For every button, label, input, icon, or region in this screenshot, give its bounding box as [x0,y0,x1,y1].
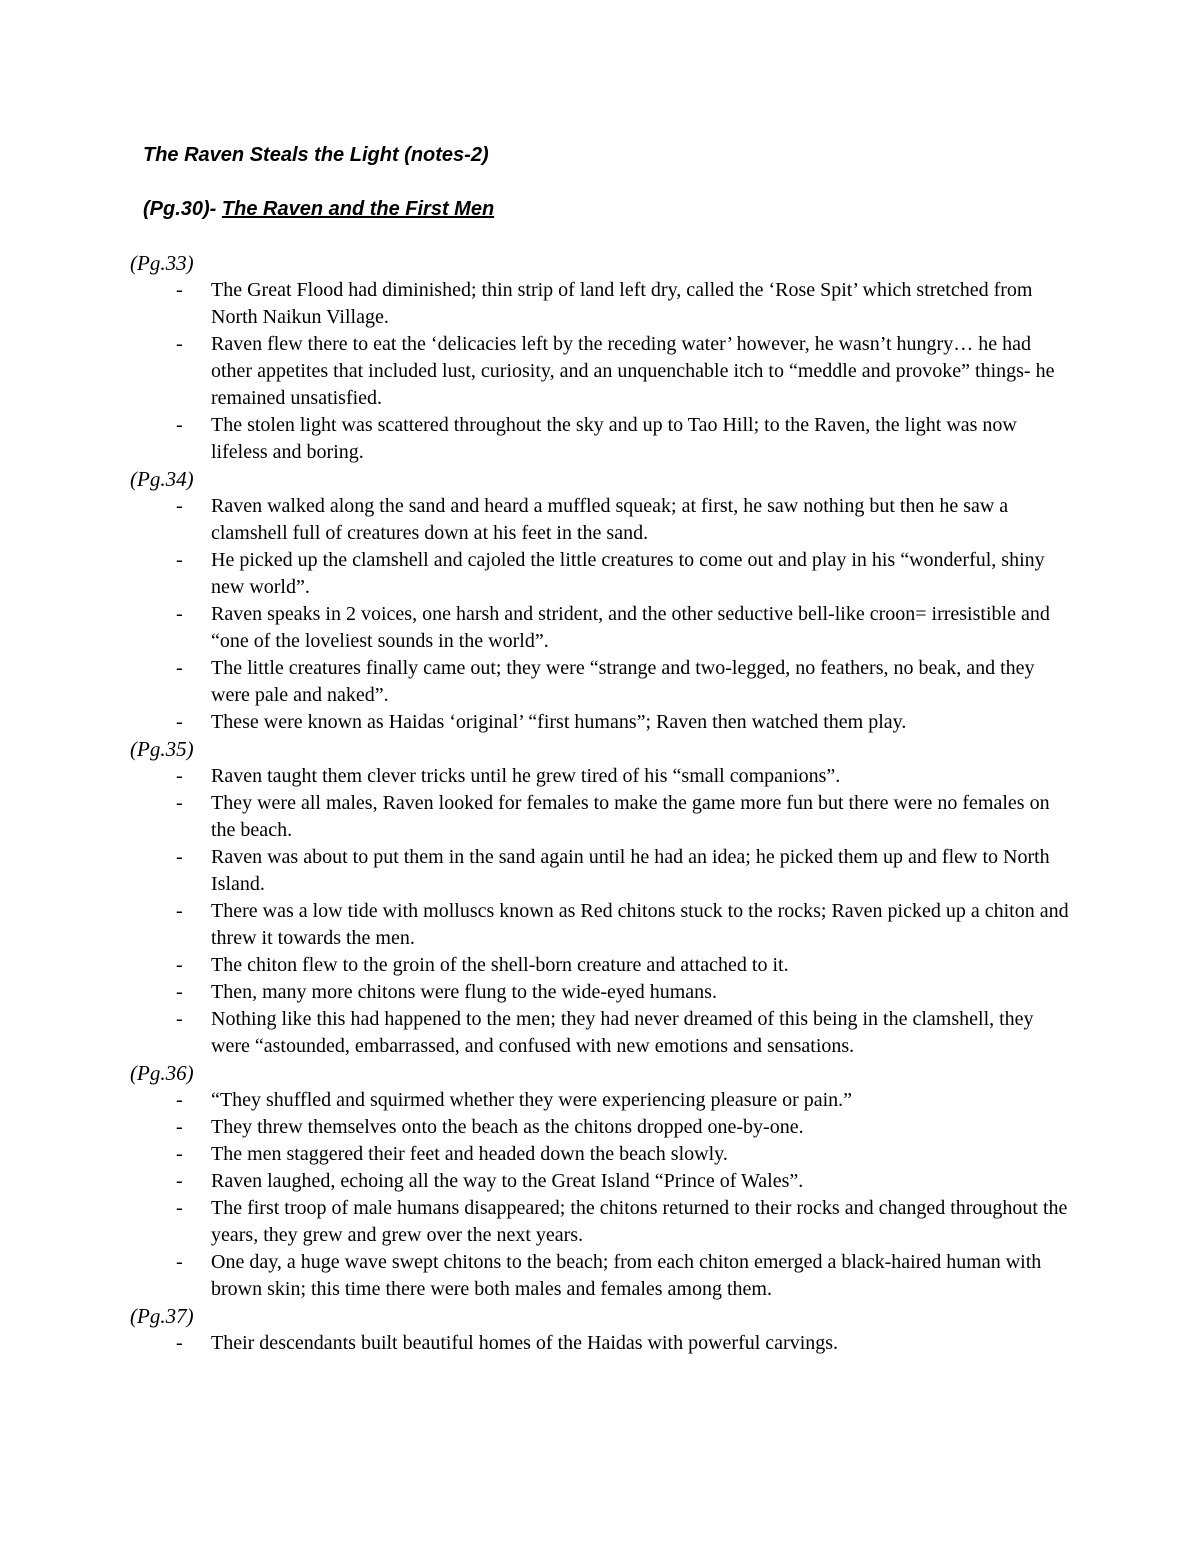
chapter-heading [143,196,494,222]
bullet-text: “They shuffled and squirmed whether they were experiencing pleasure or pain.” [211,1089,853,1111]
bullet-item [130,547,1070,601]
bullet-item [130,493,1070,547]
bullet-item [130,709,1070,736]
bullet-text: Raven walked along the sand and heard a muffled squeak; at first, he saw nothing but then he saw a clamshell full of creatures down at his feet in the sand. [211,495,1009,544]
dash-marker: - [176,279,183,301]
bullet-item [130,1141,1070,1168]
bullet-text: Raven flew there to eat the ‘delicacies left by the receding water’ however, he wasn’t hungry… he had other appetites that included lust, curiosity, and an unquenchable itch to “meddle and provoke” things- he remained unsatisfied. [211,333,1055,409]
section-page-ref: (Pg.33) [130,251,194,275]
bullet-text: There was a low tide with molluscs known as Red chitons stuck to the rocks; Raven picked up a chiton and threw it towards the men. [211,900,1069,949]
bullet-item [130,412,1070,466]
bullet-text: Raven speaks in 2 voices, one harsh and strident, and the other seductive bell-like croon= irresistible and “one of the loveliest sounds in the world”. [211,603,1050,652]
bullet-list [130,1087,1070,1303]
notes-section [130,1060,1070,1303]
bullet-list [130,1330,1070,1357]
section-page-ref: (Pg.34) [130,467,194,491]
bullet-text: He picked up the clamshell and cajoled the little creatures to come out and play in his “wonderful, shiny new world”. [211,549,1045,598]
bullet-text: Nothing like this had happened to the men; they had never dreamed of this being in the clamshell, they were “astounded, embarrassed, and confused with new emotions and sensations. [211,1008,1034,1057]
dash-marker: - [176,846,183,868]
section-page-ref: (Pg.37) [130,1304,194,1328]
bullet-text: Raven laughed, echoing all the way to the Great Island “Prince of Wales”. [211,1170,804,1192]
bullet-text: The Great Flood had diminished; thin strip of land left dry, called the ‘Rose Spit’ which stretched from North Naikun Village. [211,279,1033,328]
dash-marker: - [176,414,183,436]
bullet-text: The first troop of male humans disappeared; the chitons returned to their rocks and changed throughout the years, they grew and grew over the next years. [211,1197,1068,1246]
dash-marker: - [176,657,183,679]
bullet-item [130,790,1070,844]
bullet-text: These were known as Haidas ‘original’ “first humans”; Raven then watched them play. [211,711,907,733]
bullet-item [130,952,1070,979]
bullet-text: The chiton flew to the groin of the shell-born creature and attached to it. [211,954,789,976]
chapter-page-ref: (Pg.30)- [143,198,222,220]
dash-marker: - [176,1332,183,1354]
bullet-item [130,1114,1070,1141]
dash-marker: - [176,954,183,976]
notes-section [130,736,1070,1060]
bullet-item [130,1330,1070,1357]
dash-marker: - [176,1143,183,1165]
bullet-item [130,1195,1070,1249]
bullet-item [130,763,1070,790]
bullet-item [130,655,1070,709]
bullet-list [130,277,1070,466]
bullet-item [130,844,1070,898]
dash-marker: - [176,549,183,571]
bullet-text: One day, a huge wave swept chitons to the beach; from each chiton emerged a black-haired human with brown skin; this time there were both males and females among them. [211,1251,1042,1300]
notes-section [130,250,1070,466]
dash-marker: - [176,711,183,733]
bullet-list [130,493,1070,736]
dash-marker: - [176,900,183,922]
bullet-item [130,277,1070,331]
notes-section [130,1303,1070,1357]
bullet-text: Raven was about to put them in the sand again until he had an idea; he picked them up and flew to North Island. [211,846,1050,895]
bullet-text: They were all males, Raven looked for females to make the game more fun but there were no females on the beach. [211,792,1050,841]
bullet-item [130,1006,1070,1060]
bullet-list [130,763,1070,1060]
document-title: The Raven Steals the Light (notes-2) [143,144,489,166]
notes-section [130,466,1070,736]
bullet-item [130,1168,1070,1195]
dash-marker: - [176,981,183,1003]
bullet-text: Their descendants built beautiful homes of the Haidas with powerful carvings. [211,1332,839,1354]
dash-marker: - [176,765,183,787]
dash-marker: - [176,1116,183,1138]
bullet-text: Raven taught them clever tricks until he grew tired of his “small companions”. [211,765,841,787]
bullet-text: Then, many more chitons were flung to the wide-eyed humans. [211,981,717,1003]
bullet-item [130,331,1070,412]
notes-body [130,250,1070,1357]
dash-marker: - [176,603,183,625]
dash-marker: - [176,1170,183,1192]
dash-marker: - [176,792,183,814]
bullet-item [130,979,1070,1006]
chapter-name: The Raven and the First Men [221,198,495,220]
section-page-ref: (Pg.35) [130,737,194,761]
bullet-text: The stolen light was scattered throughout the sky and up to Tao Hill; to the Raven, the light was now lifeless and boring. [211,414,1017,463]
bullet-text: The men staggered their feet and headed down the beach slowly. [211,1143,728,1165]
bullet-text: They threw themselves onto the beach as the chitons dropped one-by-one. [211,1116,804,1138]
bullet-text: The little creatures finally came out; they were “strange and two-legged, no feathers, no beak, and they were pale and naked”. [211,657,1035,706]
dash-marker: - [176,495,183,517]
dash-marker: - [176,1197,183,1219]
bullet-item [130,1087,1070,1114]
bullet-item [130,898,1070,952]
dash-marker: - [176,333,183,355]
section-page-ref: (Pg.36) [130,1061,194,1085]
dash-marker: - [176,1089,183,1111]
bullet-item [130,1249,1070,1303]
bullet-item [130,601,1070,655]
dash-marker: - [176,1251,183,1273]
dash-marker: - [176,1008,183,1030]
